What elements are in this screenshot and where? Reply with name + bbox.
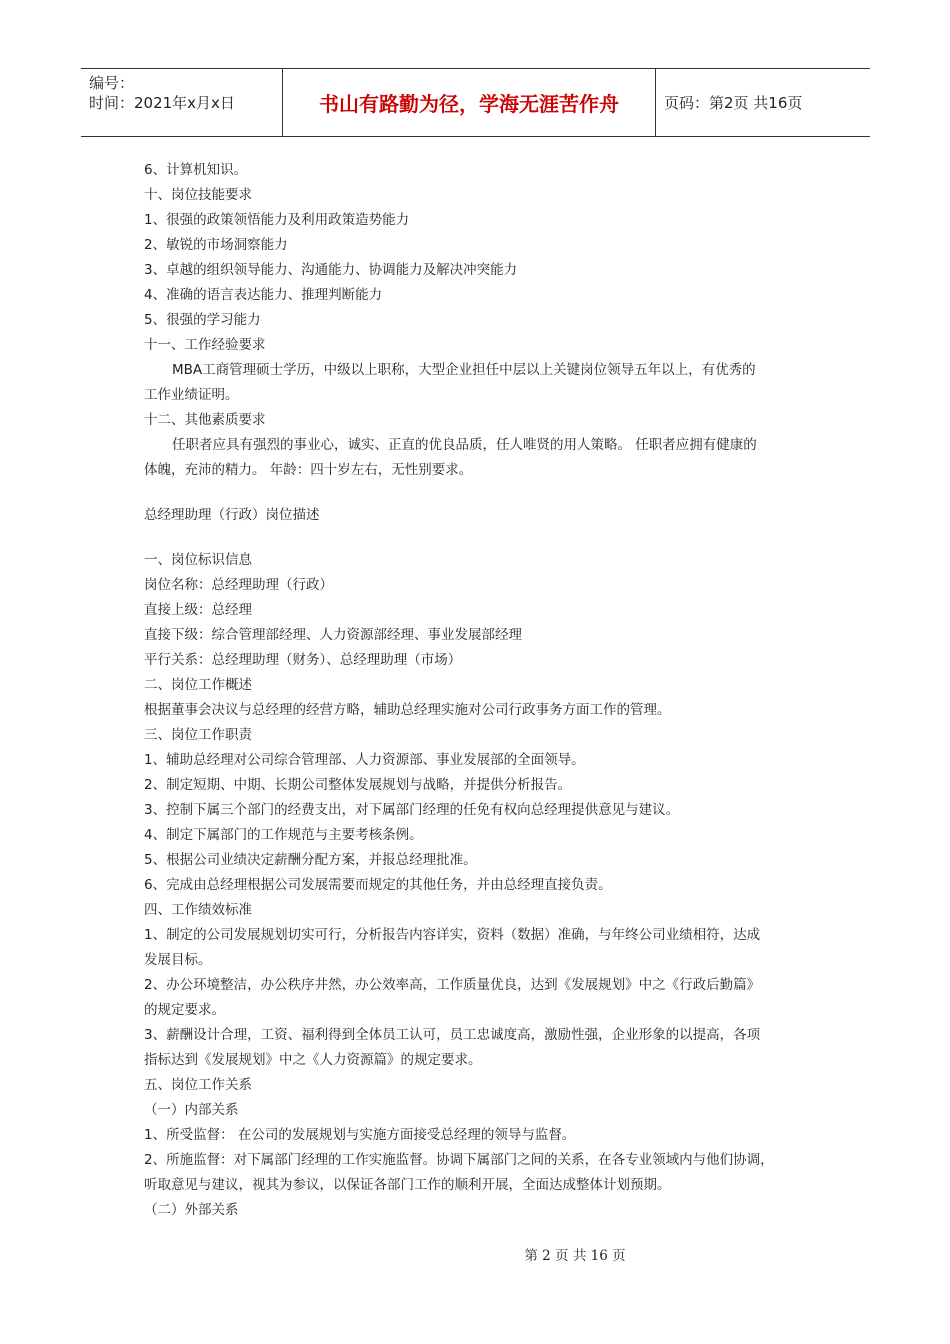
list-item: 2、制定短期、中期、长期公司整体发展规划与战略，并提供分析报告。 (144, 777, 572, 793)
section-heading: 十二、其他素质要求 (144, 412, 266, 428)
text-line: 平行关系：总经理助理（财务）、总经理助理（市场） (144, 652, 462, 668)
list-item: 6、完成由总经理根据公司发展需要而规定的其他任务，并由总经理直接负责。 (144, 877, 612, 893)
text-line: 直接下级：综合管理部经理、人力资源部经理、事业发展部经理 (144, 627, 522, 643)
list-item: 2、所施监督：对下属部门经理的工作实施监督。协调下属部门之间的关系，在各专业领域内与他们协调， (144, 1152, 774, 1168)
text-line: 岗位名称：总经理助理（行政） (144, 577, 333, 593)
text-line: 根据董事会决议与总经理的经营方略，辅助总经理实施对公司行政事务方面工作的管理。 (144, 702, 671, 718)
list-item-continuation: 指标达到《发展规划》中之《人力资源篇》的规定要求。 (144, 1052, 482, 1068)
list-item: 3、控制下属三个部门的经费支出，对下属部门经理的任免有权向总经理提供意见与建议。 (144, 802, 680, 818)
paragraph-line: 工作业绩证明。 (144, 387, 239, 403)
section-heading: 四、工作绩效标准 (144, 902, 252, 918)
list-item: 1、辅助总经理对公司综合管理部、人力资源部、事业发展部的全面领导。 (144, 752, 585, 768)
list-item: 5、根据公司业绩决定薪酬分配方案，并报总经理批准。 (144, 852, 477, 868)
section-heading: 一、岗位标识信息 (144, 552, 252, 568)
section-heading: 十、岗位技能要求 (144, 187, 252, 203)
list-item: 4、准确的语言表达能力、推理判断能力 (144, 287, 383, 303)
list-item: 5、很强的学习能力 (144, 312, 261, 328)
list-item: 1、很强的政策领悟能力及利用政策造势能力 (144, 212, 410, 228)
text-line: 直接上级：总经理 (144, 602, 252, 618)
list-item: 2、办公环境整洁，办公秩序井然，办公效率高，工作质量优良，达到《发展规划》中之《行政后勤篇》 (144, 977, 761, 993)
list-item: 4、制定下属部门的工作规范与主要考核条例。 (144, 827, 423, 843)
subsection-heading: （二）外部关系 (144, 1202, 239, 1218)
section-heading: 五、岗位工作关系 (144, 1077, 252, 1093)
spacer (144, 528, 808, 548)
list-item: 1、所受监督： 在公司的发展规划与实施方面接受总经理的领导与监督。 (144, 1127, 576, 1143)
page-footer: 第 2 页 共 16 页 (524, 1248, 626, 1264)
paragraph-line: MBA工商管理硕士学历，中级以上职称，大型企业担任中层以上关键岗位领导五年以上，有优秀的 (172, 362, 756, 378)
section-heading: 三、岗位工作职责 (144, 727, 252, 743)
header-page-info: 页码：第2页 共16页 (664, 94, 803, 112)
paragraph-line: 体魄，充沛的精力。 年龄：四十岁左右，无性别要求。 (144, 462, 473, 478)
page-header (81, 68, 870, 137)
spacer (144, 483, 808, 503)
paragraph-line: 任职者应具有强烈的事业心，诚实、正直的优良品质，任人唯贤的用人策略。 任职者应拥有健康的 (172, 437, 757, 453)
subsection-heading: （一）内部关系 (144, 1102, 239, 1118)
list-item: 3、卓越的组织领导能力、沟通能力、协调能力及解决冲突能力 (144, 262, 518, 278)
section-heading: 十一、工作经验要求 (144, 337, 266, 353)
document-body (144, 158, 808, 1223)
header-meta-cell (81, 69, 283, 136)
header-motto: 书山有路勤为径，学海无涯苦作舟 (283, 69, 656, 136)
list-item-continuation: 听取意见与建议，视其为参议，以保证各部门工作的顺利开展，全面达成整体计划预期。 (144, 1177, 671, 1193)
text-line: 6、计算机知识。 (144, 162, 248, 178)
time-label: 时间：2021年x月x日 (89, 94, 235, 112)
list-item-continuation: 的规定要求。 (144, 1002, 225, 1018)
list-item: 3、薪酬设计合理，工资、福利得到全体员工认可，员工忠诚度高，激励性强，企业形象的以提高，各项 (144, 1027, 761, 1043)
number-label: 编号： (89, 74, 135, 92)
section-heading: 二、岗位工作概述 (144, 677, 252, 693)
list-item: 1、制定的公司发展规划切实可行，分析报告内容详实，资料（数据）准确，与年终公司业绩相符，达成 (144, 927, 761, 943)
list-item-continuation: 发展目标。 (144, 952, 212, 968)
list-item: 2、敏锐的市场洞察能力 (144, 237, 288, 253)
document-subtitle: 总经理助理（行政）岗位描述 (144, 507, 320, 523)
